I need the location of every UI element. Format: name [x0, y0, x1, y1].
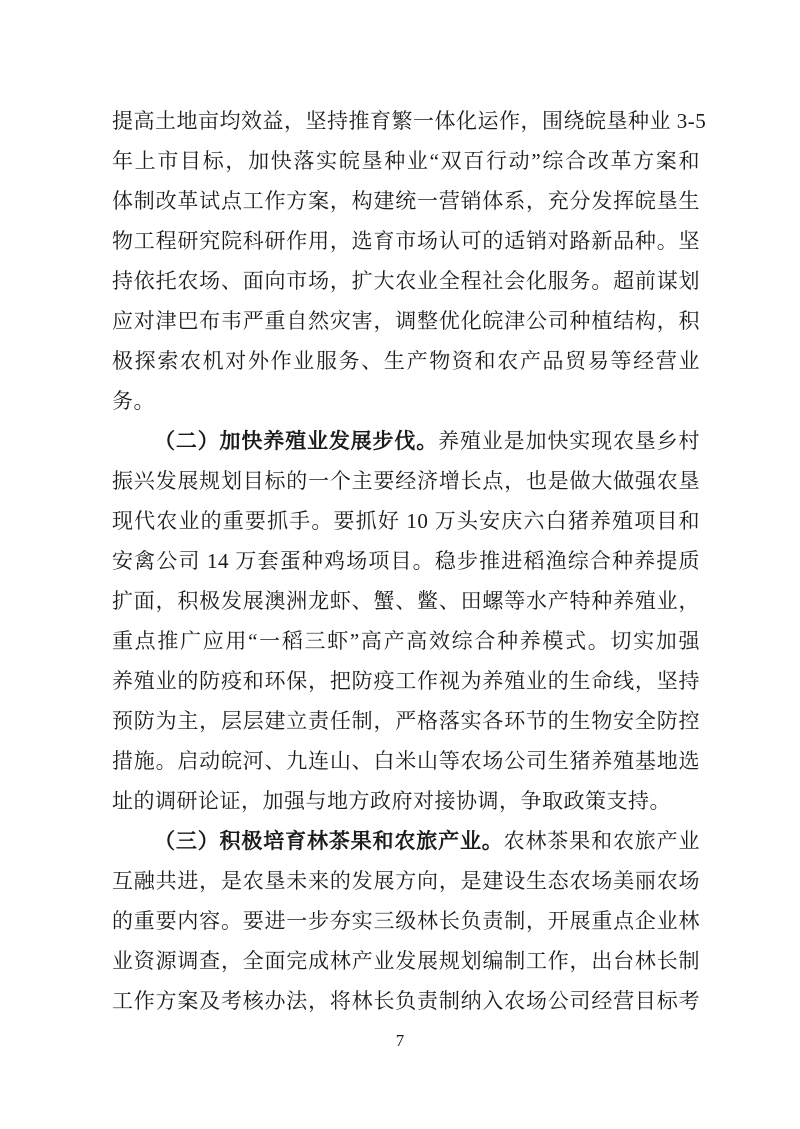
text-line: 安禽公司 14 万套蛋种鸡场项目。稳步推进稻渔综合种养提质 [112, 549, 700, 573]
text-line: 应对津巴布韦严重自然灾害，调整优化皖津公司种植结构，积 [112, 309, 700, 333]
text-line: 务。 [112, 389, 155, 413]
text-line: 极探索农机对外作业服务、生产物资和农产品贸易等经营业 [112, 349, 700, 373]
text-line: 措施。启动皖河、九连山、白米山等农场公司生猪养殖基地选 [112, 749, 700, 773]
text-line: 持依托农场、面向市场，扩大农业全程社会化服务。超前谋划 [112, 269, 700, 293]
text-line: 扩面，积极发展澳洲龙虾、蟹、鳖、田螺等水产特种养殖业， [112, 589, 700, 613]
text-line: 提高土地亩均效益，坚持推育繁一体化运作，围绕皖垦种业 3-5 [112, 109, 707, 133]
text-line: 址的调研论证，加强与地方政府对接协调，争取政策支持。 [112, 789, 671, 813]
text-line: 养殖业的防疫和环保，把防疫工作视为养殖业的生命线，坚持 [112, 669, 700, 693]
text-line: 重点推广应用“一稻三虾”高产高效综合种养模式。切实加强 [112, 629, 700, 653]
text-line: （二）加快养殖业发展步伐。养殖业是加快实现农垦乡村 [154, 429, 701, 453]
text-line: 互融共进，是农垦未来的发展方向，是建设生态农场美丽农场 [112, 869, 700, 893]
text-line: 工作方案及考核办法，将林长负责制纳入农场公司经营目标考 [112, 989, 700, 1013]
text-line: 振兴发展规划目标的一个主要经济增长点，也是做大做强农垦 [112, 469, 700, 493]
paragraph-heading: （三）积极培育林茶果和农旅产业。 [154, 829, 504, 853]
text-line: 的重要内容。要进一步夯实三级林长负责制，开展重点企业林 [112, 909, 700, 933]
text-line: 物工程研究院科研作用，选育市场认可的适销对路新品种。坚 [112, 229, 700, 253]
text-line: 年上市目标，加快落实皖垦种业“双百行动”综合改革方案和 [112, 149, 700, 173]
text-line: （三）积极培育林茶果和农旅产业。农林茶果和农旅产业 [154, 829, 701, 853]
text-line: 业资源调查，全面完成林产业发展规划编制工作，出台林长制 [112, 949, 700, 973]
text-body [112, 101, 707, 1021]
text-line: 体制改革试点工作方案，构建统一营销体系，充分发挥皖垦生 [112, 189, 700, 213]
paragraph-heading: （二）加快养殖业发展步伐。 [154, 429, 439, 453]
page-number: 7 [395, 1031, 405, 1050]
text-line: 现代农业的重要抓手。要抓好 10 万头安庆六白猪养殖项目和 [112, 509, 700, 533]
text-line: 预防为主，层层建立责任制，严格落实各环节的生物安全防控 [112, 709, 700, 733]
